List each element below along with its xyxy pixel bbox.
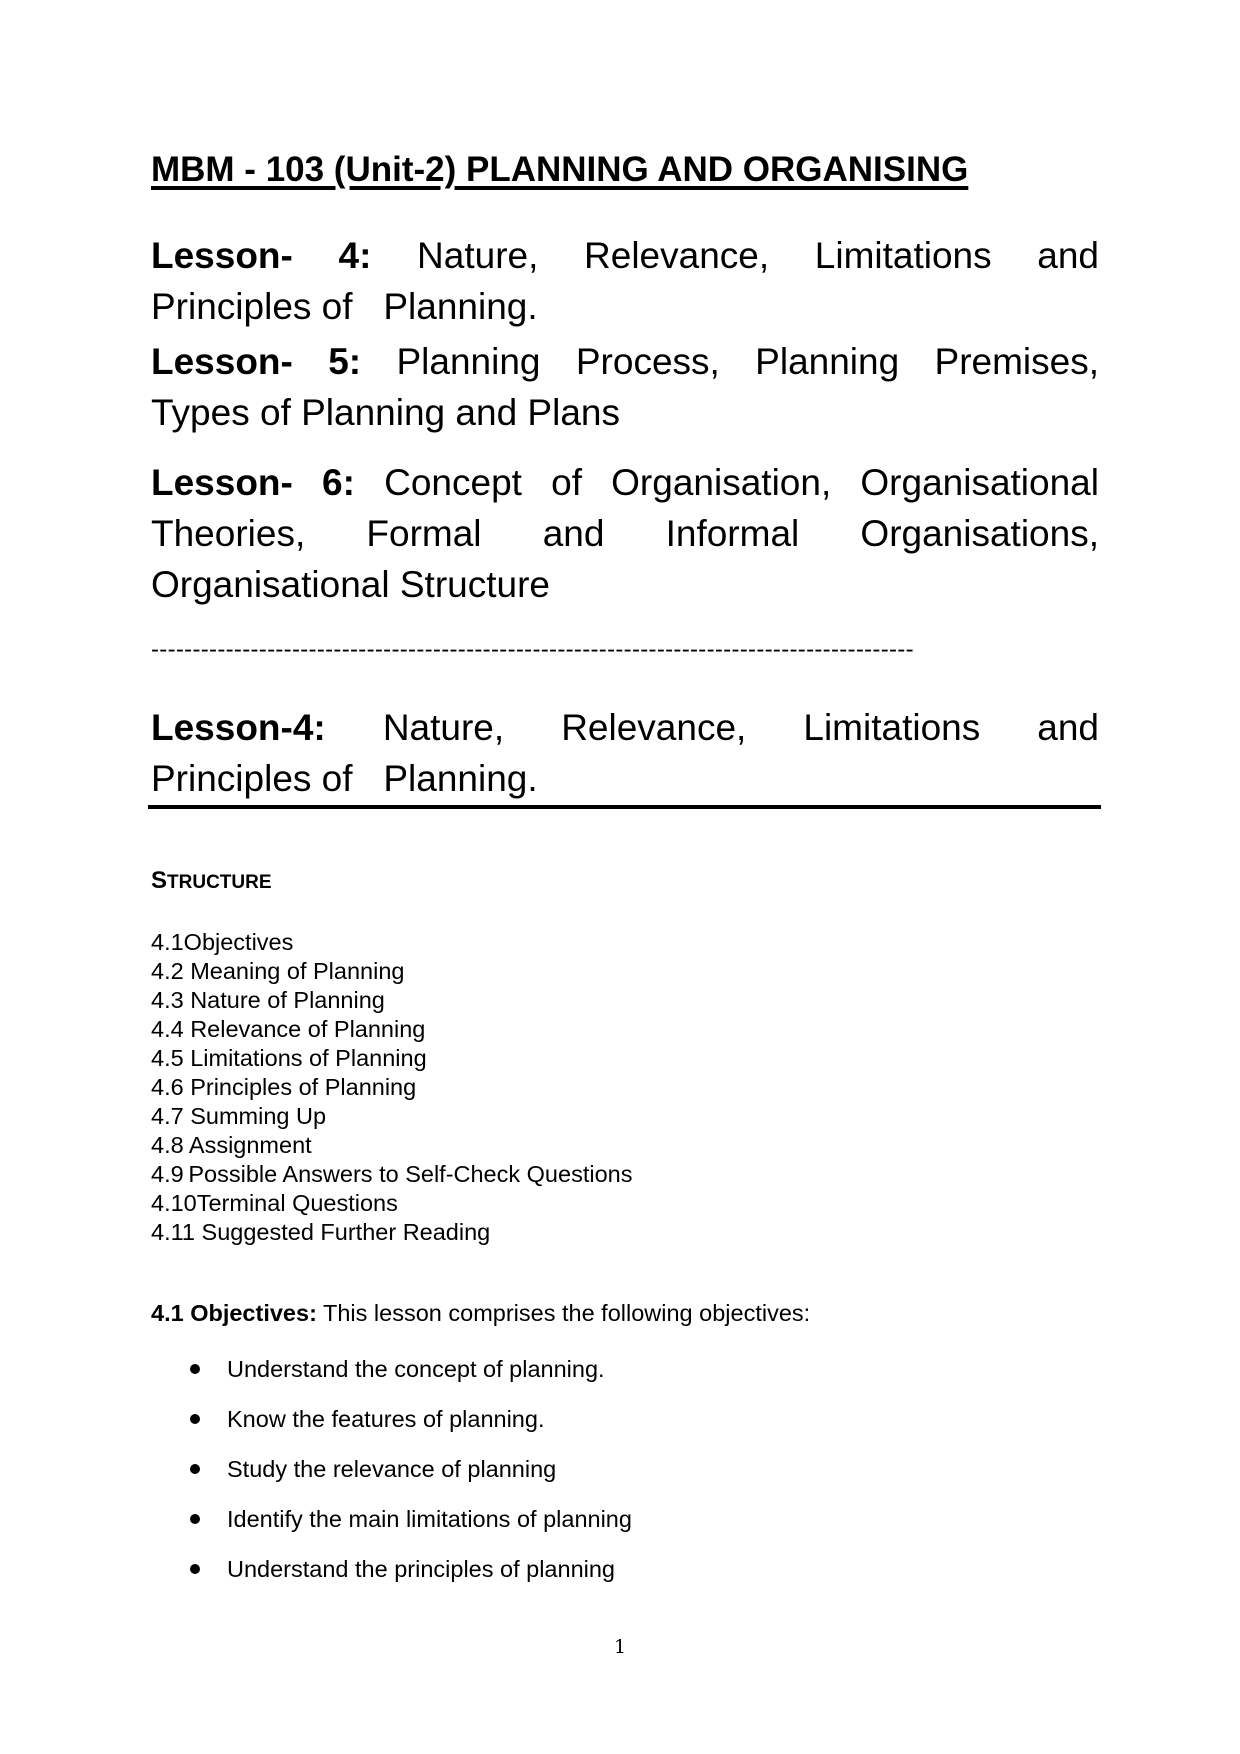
lesson-text: Nature, Relevance, Limitations and	[382, 707, 1100, 748]
structure-item: 4.3 Nature of Planning	[151, 987, 385, 1013]
lesson-label: Lesson- 5:	[151, 341, 362, 382]
structure-item: 4.11 Suggested Further Reading	[151, 1219, 491, 1245]
structure-item: 4.8 Assignment	[151, 1132, 312, 1158]
dashed-separator: --------------------------------------------------------------------------------------------	[151, 636, 914, 663]
bullet-dot-icon	[190, 1414, 200, 1424]
lesson-text: Nature, Relevance, Limitations and	[417, 235, 1099, 276]
objectives-label: 4.1 Objectives:	[151, 1300, 317, 1326]
current-lesson-heading	[151, 702, 1099, 804]
structure-item: 4.4 Relevance of Planning	[151, 1016, 426, 1042]
objective-text: Study the relevance of planning	[227, 1456, 557, 1482]
structure-item: 4.6 Principles of Planning	[151, 1074, 417, 1100]
objectives-intro	[151, 1300, 810, 1327]
lesson-text: Theories, Formal and Informal Organisations,	[151, 513, 1099, 554]
objectives-intro-text: This lesson comprises the following objectives:	[316, 1300, 811, 1326]
document-title: MBM - 103 (Unit-2) PLANNING AND ORGANISING	[151, 150, 969, 189]
objective-text: Understand the concept of planning.	[227, 1356, 605, 1382]
lesson-6-heading	[151, 457, 1099, 610]
bullet-dot-icon	[190, 1514, 200, 1524]
objective-text: Identify the main limitations of planning	[227, 1506, 632, 1532]
lesson-text: Types of Planning and Plans	[151, 392, 620, 433]
structure-heading	[151, 867, 272, 895]
lesson-label: Lesson- 6:	[151, 462, 355, 503]
objective-text: Understand the principles of planning	[227, 1556, 616, 1582]
lesson-label: Lesson-4:	[151, 707, 326, 748]
structure-list	[151, 928, 632, 1247]
lesson-4-heading	[151, 230, 1099, 332]
bullet-dot-icon	[190, 1564, 200, 1574]
lesson-text: Planning Process, Planning Premises,	[396, 341, 1100, 382]
bullet-dot-icon	[190, 1464, 200, 1474]
lesson-label: Lesson- 4:	[151, 235, 372, 276]
objective-item	[186, 1552, 632, 1602]
objectives-list	[186, 1352, 632, 1602]
structure-item: 4.7 Summing Up	[151, 1103, 327, 1129]
bullet-dot-icon	[190, 1364, 200, 1374]
lesson-text: Organisational Structure	[151, 564, 550, 605]
structure-item: 4.9 Possible Answers to Self-Check Questions	[151, 1161, 633, 1187]
objective-item	[186, 1452, 632, 1502]
page-number: 1	[613, 1636, 627, 1658]
structure-item: 4.5 Limitations of Planning	[151, 1045, 427, 1071]
structure-item: 4.2 Meaning of Planning	[151, 958, 405, 984]
lesson-text: Principles of Planning.	[151, 758, 538, 799]
structure-heading-initial: S	[151, 867, 168, 894]
structure-item: 4.1Objectives	[151, 929, 294, 955]
structure-heading-rest: TRUCTURE	[167, 872, 272, 893]
objective-text: Know the features of planning.	[227, 1406, 545, 1432]
structure-item: 4.10Terminal Questions	[151, 1190, 398, 1216]
heading-rule	[148, 805, 1101, 809]
objective-item	[186, 1352, 632, 1402]
objective-item	[186, 1502, 632, 1552]
lesson-text: Principles of Planning.	[151, 286, 538, 327]
lesson-text: Concept of Organisation, Organisational	[384, 462, 1099, 503]
objective-item	[186, 1402, 632, 1452]
lesson-5-heading	[151, 336, 1099, 438]
